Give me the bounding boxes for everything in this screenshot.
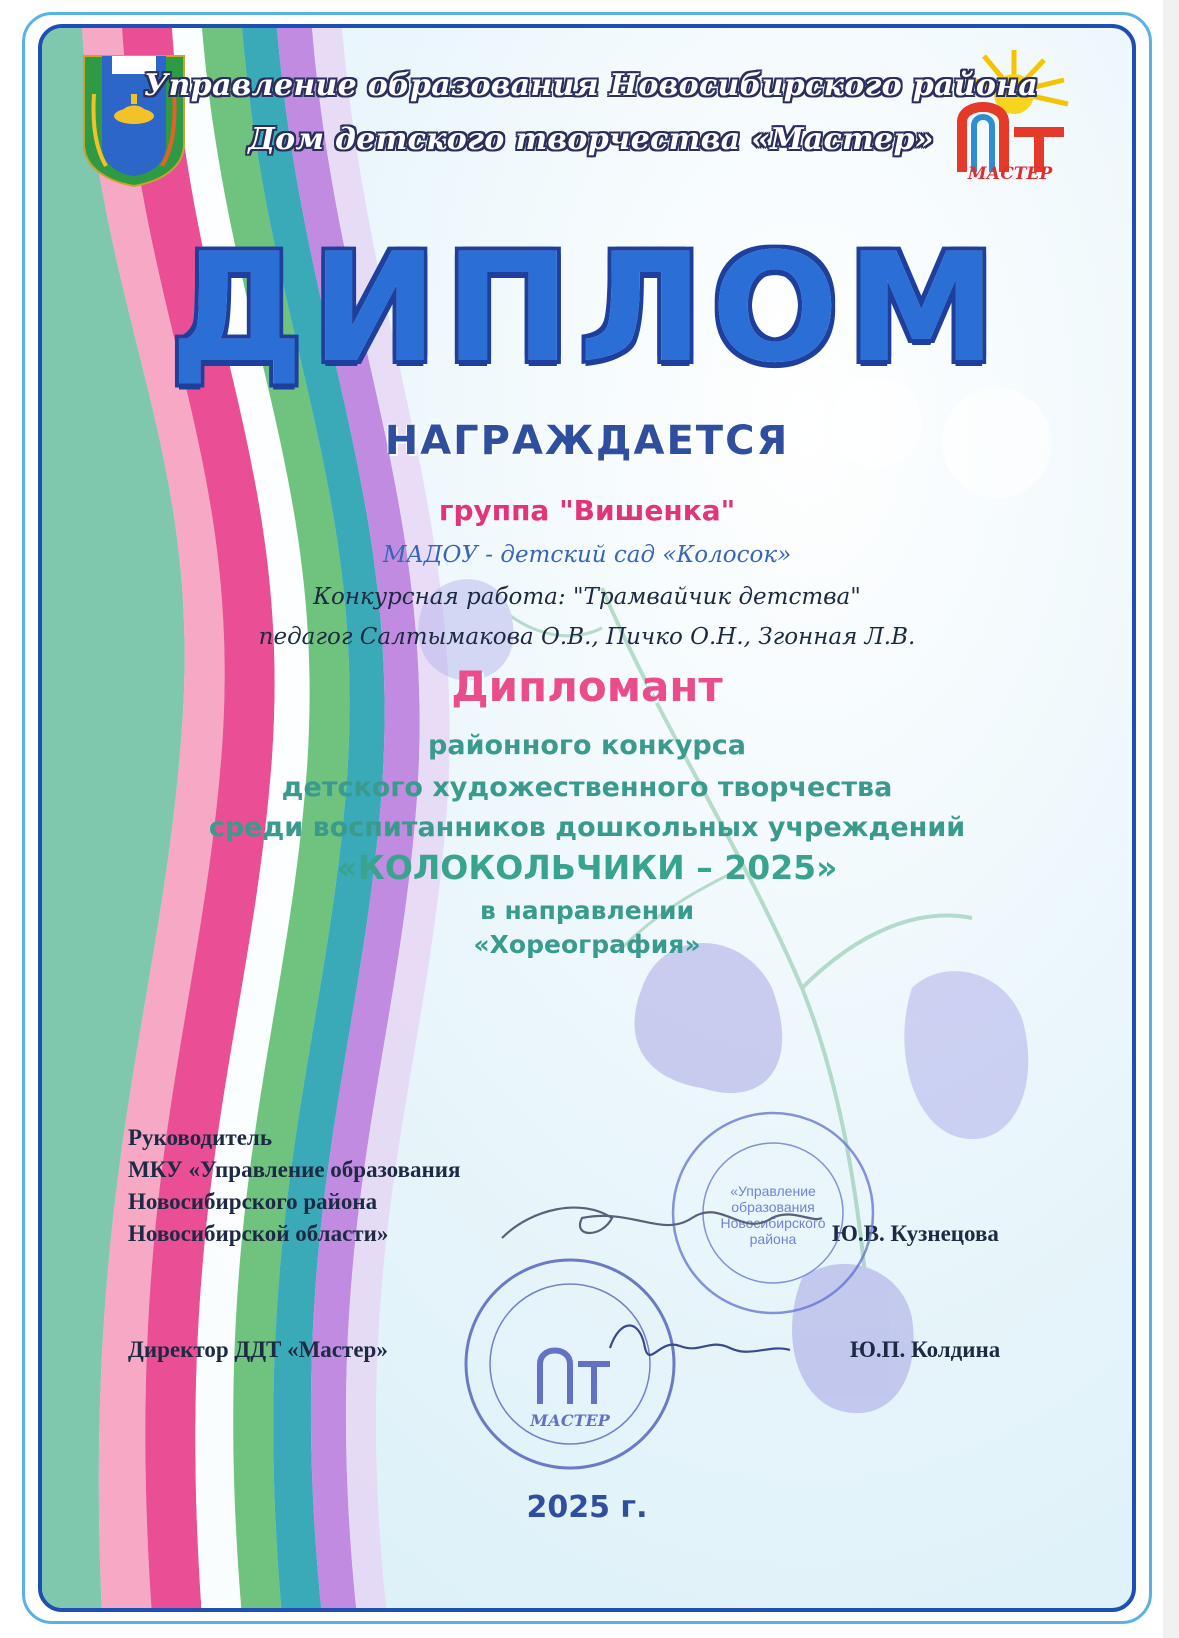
ddt-logo-caption: МАСТЕР (967, 164, 1053, 184)
head-signature (492, 1178, 832, 1268)
head-title-line-2: МКУ «Управление образования (128, 1157, 461, 1182)
direction-label: в направлении (479, 896, 695, 925)
award-rank: Дипломант (451, 662, 723, 711)
head-title-line-4: Новосибирской области» (128, 1221, 389, 1246)
contest-line-2: детского художественного творчества (281, 772, 893, 803)
head-name: Ю.В. Кузнецова (832, 1221, 999, 1246)
diploma-background (38, 24, 1136, 1612)
director-name: Ю.П. Колдина (850, 1337, 1001, 1362)
svg-text:района: района (749, 1231, 797, 1247)
org-line-2: Дом детского творчества «Мастер» (248, 122, 934, 157)
recipient-group: группа "Вишенка" (438, 494, 736, 527)
awarded-label: НАГРАЖДАЕТСЯ (384, 418, 790, 464)
org-line-1: Управление образования Новосибирского района (143, 68, 1039, 103)
head-title-line-3: Новосибирского района (128, 1189, 378, 1214)
director-title: Директор ДДТ «Мастер» (128, 1337, 388, 1362)
diploma-title: ДИПЛОМ (169, 222, 1005, 396)
recipient-institution: МАДОУ - детский сад «Колосок» (382, 542, 792, 568)
teachers: педагог Салтымакова О.В., Пичко О.Н., Згонная Л.В. (258, 624, 916, 650)
year: 2025 г. (526, 1490, 648, 1525)
competition-work: Конкурсная работа: "Трамвайчик детства" (313, 584, 861, 610)
contest-line-3: среди воспитанников дошкольных учреждений (208, 812, 966, 843)
svg-text:Новосибирского: Новосибирского (720, 1215, 826, 1231)
svg-text:«Управление: «Управление (730, 1183, 816, 1199)
head-title-line-1: Руководитель (128, 1125, 272, 1150)
contest-name: «КОЛОКОЛЬЧИКИ – 2025» (336, 848, 838, 887)
svg-text:образования: образования (731, 1199, 815, 1215)
svg-text:МАСТЕР: МАСТЕР (530, 1411, 610, 1430)
director-signature (600, 1308, 800, 1378)
direction-name: «Хореография» (473, 930, 701, 959)
contest-line-1: районного конкурса (428, 730, 746, 761)
